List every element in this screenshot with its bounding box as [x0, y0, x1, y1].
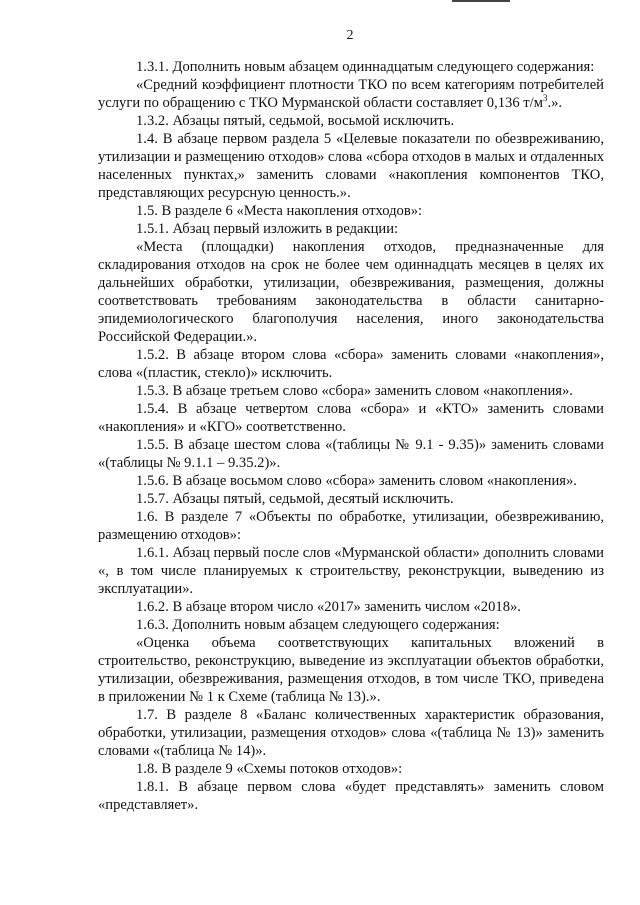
page-number: 2: [346, 28, 354, 43]
paragraph: 1.3.1. Дополнить новым абзацем одиннадцатым следующего содержания:: [136, 59, 595, 75]
paragraph: 1.6.2. В абзаце втором число «2017» заменить числом «2018».: [136, 599, 521, 615]
paragraph: 1.5. В разделе 6 «Места накопления отходов»:: [136, 203, 423, 219]
paragraph: 1.6.1. Абзац первый после слов «Мурманской области» дополнить словами «, в том числе планируемых к строительству, реконструкции, выведению из эксплуатации».: [98, 545, 604, 597]
paragraph: 1.4. В абзаце первом раздела 5 «Целевые показатели по обезвреживанию, утилизации и размещению отходов» слова «сбора отходов в малых и отдаленных населенных пунктах,» заменить словами «накопления компонентов ТКО, представляющих ресурсную ценность.».: [98, 131, 604, 201]
paragraph: «Оценка объема соответствующих капитальных вложений в строительство, реконструкцию, выведение из эксплуатации объектов обработки, утилизации, обезвреживания, размещения отходов, в том числе ТКО, приведена в приложении № 1 к Схеме (таблица № 13).».: [98, 635, 604, 705]
paragraph: 1.8. В разделе 9 «Схемы потоков отходов»:: [136, 761, 403, 777]
paragraph: 1.6.3. Дополнить новым абзацем следующего содержания:: [136, 617, 500, 633]
paragraph: 1.5.1. Абзац первый изложить в редакции:: [136, 221, 399, 237]
paragraph: 1.5.5. В абзаце шестом слова «(таблицы № 9.1 - 9.35)» заменить словами «(таблицы № 9.1.1 – 9.35.2)».: [98, 437, 604, 471]
paragraph: 1.5.2. В абзаце втором слова «сбора» заменить словами «накопления», слова «(пластик, стекло)» исключить.: [98, 347, 604, 381]
paragraph: «Средний коэффициент плотности ТКО по всем категориям потребителей услуги по обращению с ТКО Мурманской области составляет 0,136 $т/м^3$.».: [98, 77, 604, 111]
paragraph: 1.3.2. Абзацы пятый, седьмой, восьмой исключить.: [136, 113, 455, 129]
paragraph: 1.7. В разделе 8 «Баланс количественных характеристик образования, обработки, утилизации, размещения отходов» слова «(таблица № 13)» заменить словами «(таблица № 14)».: [98, 707, 604, 759]
paragraph: 1.5.4. В абзаце четвертом слова «сбора» и «КТО» заменить словами «накопления» и «КГО» соответственно.: [98, 401, 604, 435]
document-body: [98, 58, 604, 814]
paragraph: 1.5.3. В абзаце третьем слово «сбора» заменить словом «накопления».: [136, 383, 573, 399]
paragraph: «Места (площадки) накопления отходов, предназначенные для складирования отходов на срок не более чем одиннадцать месяцев в целях их дальнейших обработки, утилизации, обезвреживания, размещения, должны соответствовать требованиям законодательства в области санитарно-эпидемиологического благополучия населения, иного законодательства Российской Федерации.».: [98, 239, 604, 345]
paragraph: 1.5.6. В абзаце восьмом слово «сбора» заменить словом «накопления».: [136, 473, 577, 489]
paragraph: 1.5.7. Абзацы пятый, седьмой, десятый исключить.: [136, 491, 454, 507]
paragraph: 1.6. В разделе 7 «Объекты по обработке, утилизации, обезвреживанию, размещению отходов»:: [98, 509, 604, 543]
paragraph: 1.8.1. В абзаце первом слова «будет представлять» заменить словом «представляет».: [98, 779, 604, 813]
top-rule: [452, 0, 510, 2]
